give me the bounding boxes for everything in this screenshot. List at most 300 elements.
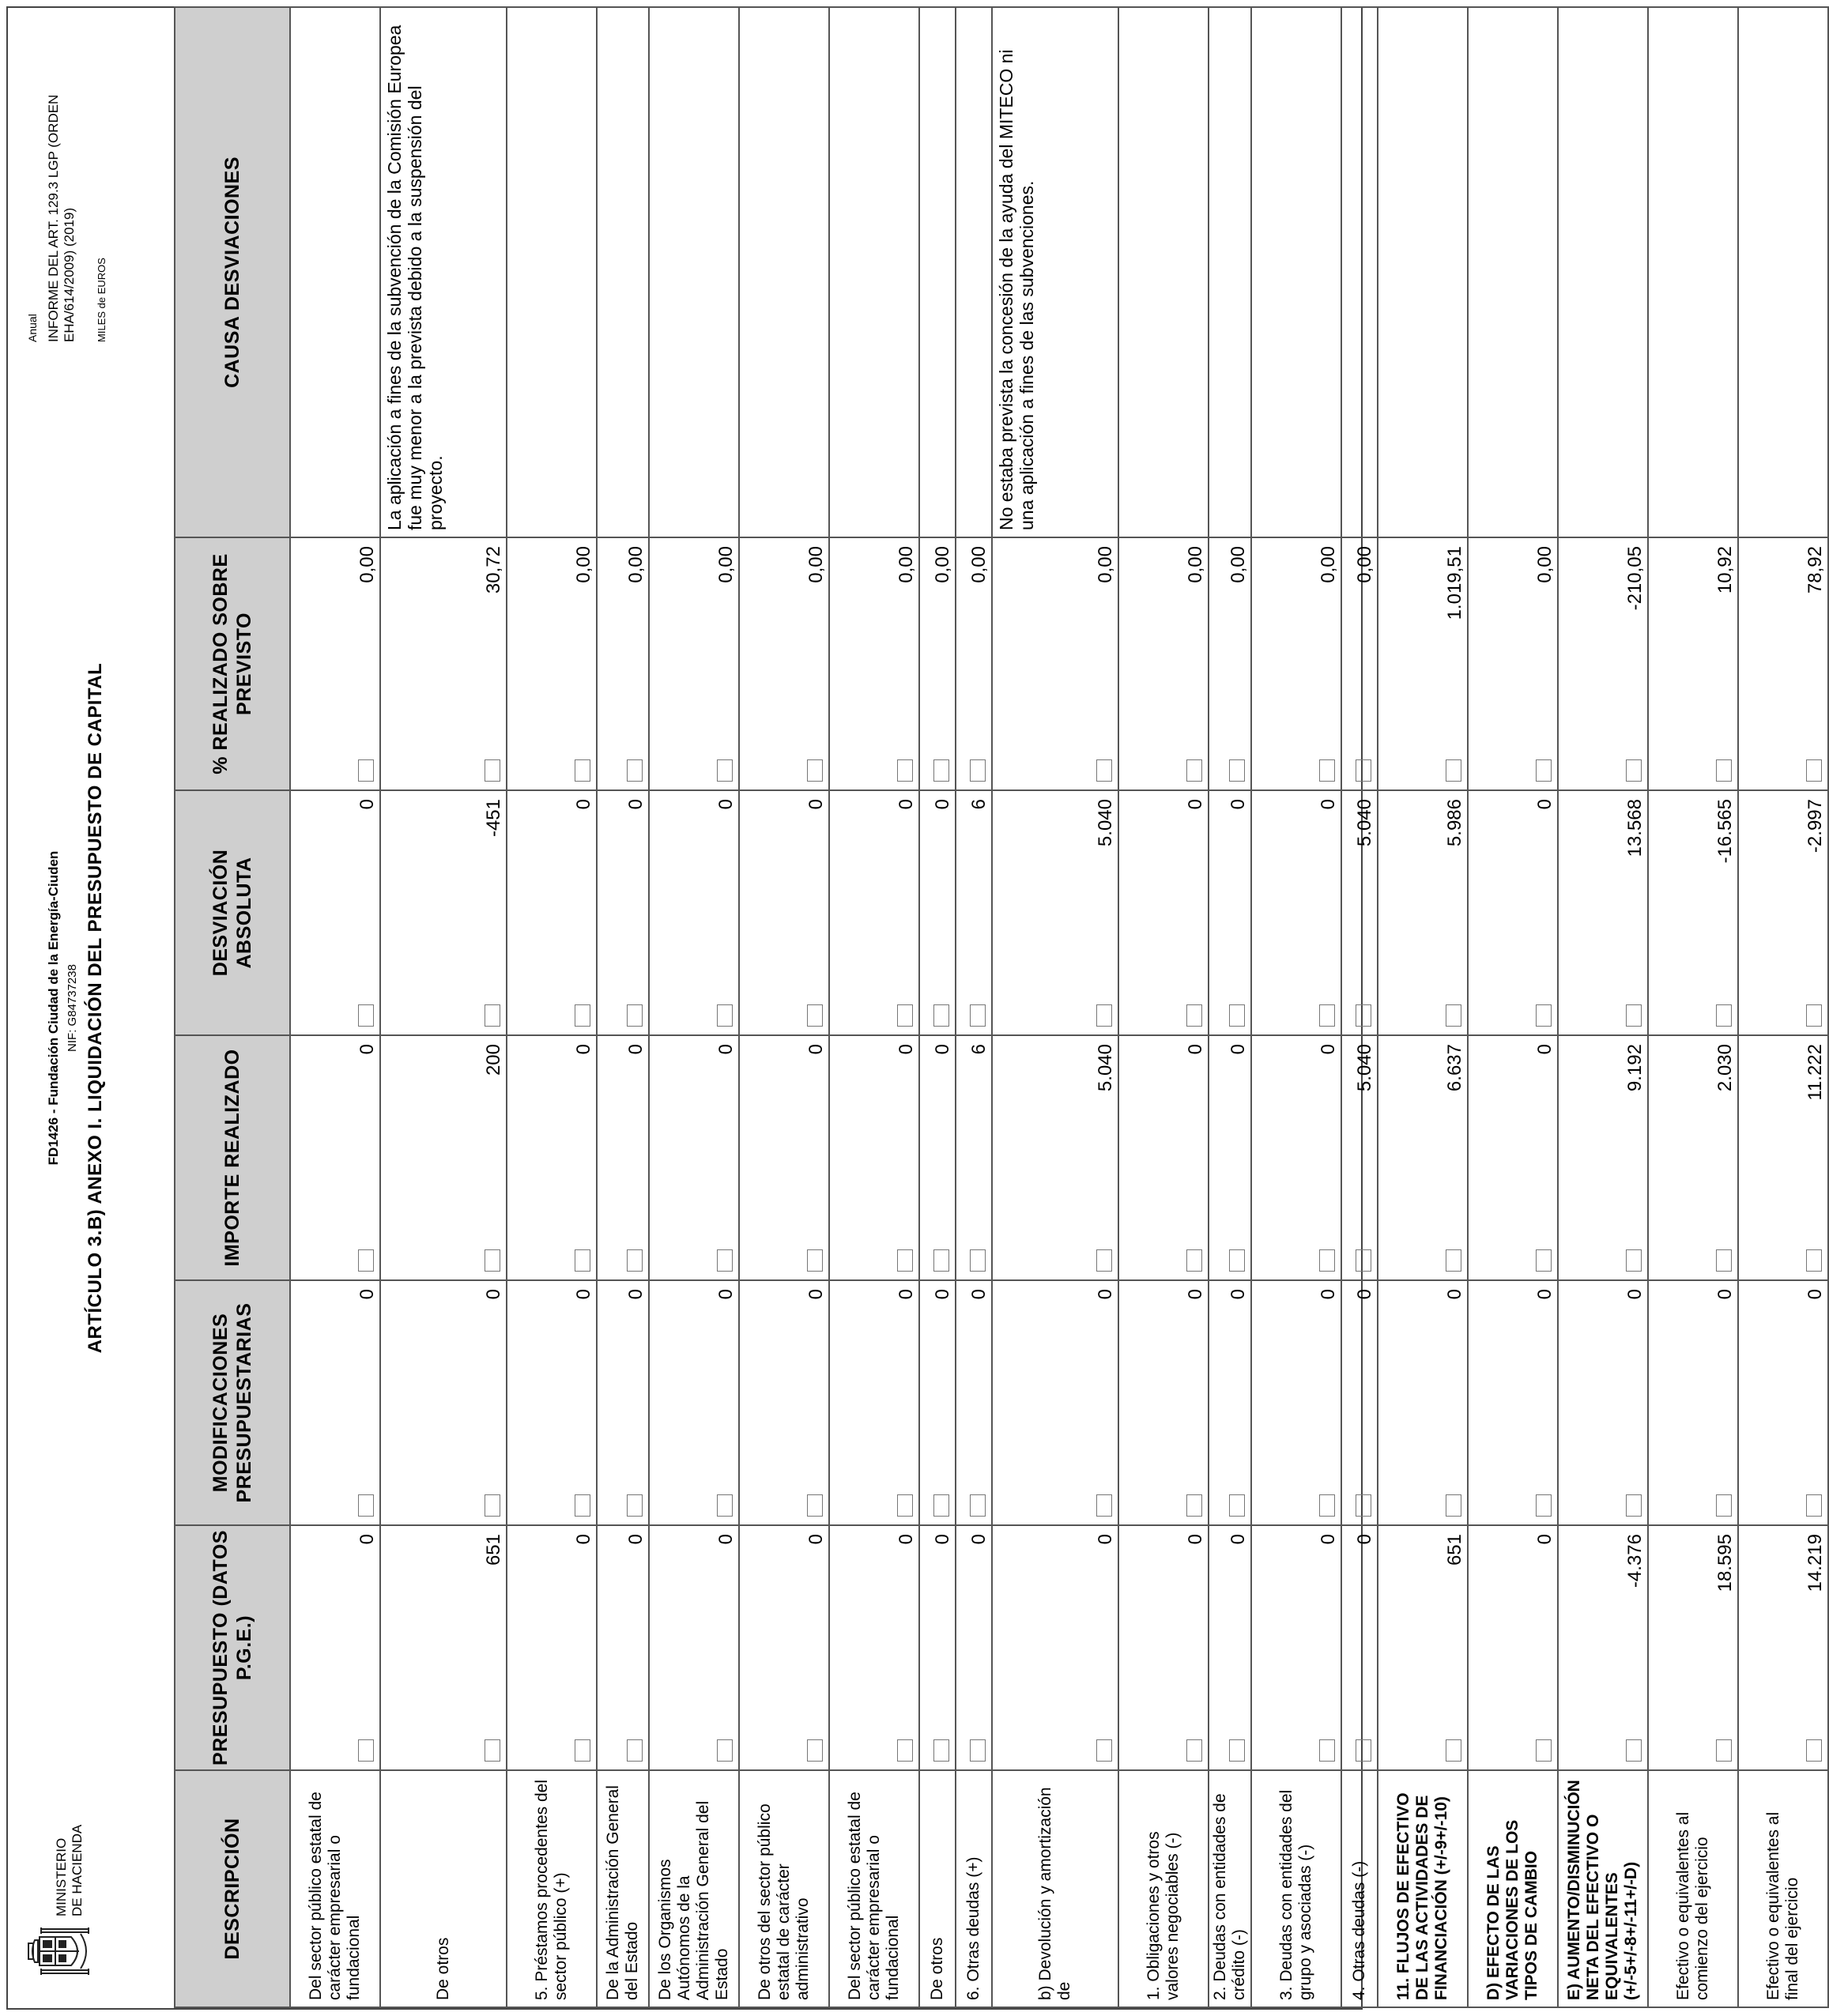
field-code-box: [627, 1249, 643, 1272]
cell-percent: [290, 537, 380, 790]
table-row: [1341, 7, 1378, 2007]
cell-value: 0: [573, 1289, 594, 1300]
page-frame: [6, 6, 1826, 2010]
cell-realized: [649, 1035, 739, 1280]
cell-value: 5.040: [1354, 799, 1375, 847]
field-code-box: [1806, 759, 1822, 782]
cell-value: 0,00: [1228, 546, 1249, 583]
field-code-box: [1806, 1494, 1822, 1517]
cell-realized: [1558, 1035, 1648, 1280]
cell-value: 0: [805, 799, 827, 810]
cell-value: 0,00: [715, 546, 737, 583]
field-code-box: [1536, 1739, 1552, 1762]
table-row: [992, 7, 1118, 2007]
cell-realized: [956, 1035, 992, 1280]
cell-deviation: [829, 790, 919, 1035]
cell-cause: [1558, 7, 1648, 537]
field-code-box: [1626, 1739, 1642, 1762]
field-code-box: [1186, 1004, 1202, 1027]
field-code-box: [575, 1739, 590, 1762]
cell-value: -4.376: [1624, 1534, 1646, 1588]
field-code-box: [1716, 759, 1732, 782]
cell-budget: [829, 1525, 919, 1770]
cell-value: 0: [715, 1534, 737, 1545]
cell-realized: [1648, 1035, 1738, 1280]
row-description: b) Devolución y amortización de: [992, 1770, 1118, 2007]
cell-value: 0: [932, 1044, 953, 1055]
cell-deviation: [1468, 790, 1558, 1035]
field-code-box: [485, 1739, 500, 1762]
cell-cause: [919, 7, 956, 537]
cell-value: 30,72: [483, 546, 504, 594]
cell-value: 0: [968, 1534, 990, 1545]
cell-realized: [1209, 1035, 1251, 1280]
cell-value: 6: [968, 799, 990, 810]
field-code-box: [970, 1249, 986, 1272]
cell-percent: [1558, 537, 1648, 790]
cell-realized: [290, 1035, 380, 1280]
cell-modifications: [1468, 1280, 1558, 1525]
cell-budget: [1251, 1525, 1341, 1770]
field-code-box: [1806, 1004, 1822, 1027]
cell-budget: [1558, 1525, 1648, 1770]
cell-budget: [1378, 1525, 1468, 1770]
field-code-box: [717, 1004, 733, 1027]
cell-deviation: [1118, 790, 1209, 1035]
field-code-box: [1319, 1739, 1335, 1762]
cell-modifications: [380, 1280, 507, 1525]
cell-modifications: [829, 1280, 919, 1525]
field-code-box: [970, 1494, 986, 1517]
cell-value: 0: [1624, 1289, 1646, 1300]
field-code-box: [1806, 1739, 1822, 1762]
cell-modifications: [290, 1280, 380, 1525]
cell-cause: [507, 7, 597, 537]
cell-value: 18.595: [1714, 1534, 1736, 1592]
cell-percent: [1378, 537, 1468, 790]
cell-budget: [919, 1525, 956, 1770]
cell-value: 0: [896, 1534, 917, 1545]
cell-percent: [1251, 537, 1341, 790]
field-code-box: [1716, 1739, 1732, 1762]
cell-value: 0: [1185, 1044, 1206, 1055]
cell-percent: [1468, 537, 1558, 790]
cell-value: 0: [968, 1289, 990, 1300]
field-code-box: [1229, 1739, 1245, 1762]
cell-value: 0: [1534, 1534, 1556, 1545]
cell-cause: [1118, 7, 1209, 537]
cell-realized: [1378, 1035, 1468, 1280]
col-header-cause: CAUSA DESVIACIONES: [175, 7, 290, 537]
field-code-box: [485, 1494, 500, 1517]
cell-cause: [739, 7, 829, 537]
cell-modifications: [739, 1280, 829, 1525]
cell-value: 0: [1228, 799, 1249, 810]
row-description: De otros del sector público estatal de carácter administrativo: [739, 1770, 829, 2007]
field-code-box: [1536, 1004, 1552, 1027]
field-code-box: [1229, 759, 1245, 782]
cell-value: 5.040: [1354, 1044, 1375, 1092]
field-code-box: [1446, 1249, 1461, 1272]
col-header-modifications: MODIFICACIONES PRESUPUESTARIAS: [175, 1280, 290, 1525]
cell-budget: [507, 1525, 597, 1770]
table-row: [829, 7, 919, 2007]
row-description: 1. Obligaciones y otros valores negociables (-): [1118, 1770, 1209, 2007]
cell-percent: [992, 537, 1118, 790]
cell-value: 0,00: [932, 546, 953, 583]
cell-value: 651: [1444, 1534, 1465, 1566]
field-code-box: [627, 1739, 643, 1762]
cell-realized: [1468, 1035, 1558, 1280]
cell-cause: [1648, 7, 1738, 537]
field-code-box: [1356, 1004, 1371, 1027]
field-code-box: [807, 1739, 823, 1762]
cell-cause: [956, 7, 992, 537]
cell-value: 5.040: [1095, 1044, 1116, 1092]
row-description: De otros: [380, 1770, 507, 2007]
field-code-box: [485, 1249, 500, 1272]
cell-realized: [829, 1035, 919, 1280]
field-code-box: [933, 1004, 949, 1027]
cell-budget: [290, 1525, 380, 1770]
cell-value: 0: [1804, 1289, 1826, 1300]
cell-cause: [1468, 7, 1558, 537]
cell-value: 0: [356, 799, 378, 810]
report-info: [25, 95, 109, 342]
table-row: [1468, 7, 1558, 2007]
field-code-box: [1716, 1494, 1732, 1517]
field-code-box: [1446, 1739, 1461, 1762]
cell-value: 0,00: [1185, 546, 1206, 583]
cell-deviation: [1648, 790, 1738, 1035]
field-code-box: [933, 1739, 949, 1762]
col-header-realized: IMPORTE REALIZADO: [175, 1035, 290, 1280]
cell-value: 0: [573, 1044, 594, 1055]
table-row: [597, 7, 649, 2007]
cell-cause: [829, 7, 919, 537]
field-code-box: [575, 759, 590, 782]
cell-modifications: [1251, 1280, 1341, 1525]
table-row: [290, 7, 380, 2007]
field-code-box: [1626, 1004, 1642, 1027]
cell-value: 0: [1534, 1044, 1556, 1055]
ministry-line-2: DE HACIENDA: [70, 1824, 85, 1916]
cell-value: 0: [1185, 1534, 1206, 1545]
cell-modifications: [1118, 1280, 1209, 1525]
field-code-box: [485, 1004, 500, 1027]
cell-percent: [1648, 537, 1738, 790]
cell-value: 5.986: [1444, 799, 1465, 847]
cell-cause: [1738, 7, 1828, 537]
cell-value: 0: [573, 1534, 594, 1545]
cell-deviation: [992, 790, 1118, 1035]
cell-modifications: [597, 1280, 649, 1525]
table-row: [1118, 7, 1209, 2007]
field-code-box: [717, 1494, 733, 1517]
cell-value: 0: [805, 1044, 827, 1055]
col-header-deviation: DESVIACIÓN ABSOLUTA: [175, 790, 290, 1035]
cell-cause: No estaba prevista la concesión de la ayuda del MITECO ni una aplicación a fines de las subvenciones.: [992, 7, 1118, 537]
col-header-percent: % REALIZADO SOBRE PREVISTO: [175, 537, 290, 790]
field-code-box: [627, 759, 643, 782]
cell-value: 0: [1228, 1534, 1249, 1545]
cell-value: 0: [896, 1289, 917, 1300]
field-code-box: [1096, 1004, 1112, 1027]
cell-value: 78,92: [1804, 546, 1826, 594]
cell-modifications: [649, 1280, 739, 1525]
cell-modifications: [992, 1280, 1118, 1525]
field-code-box: [1536, 759, 1552, 782]
field-code-box: [897, 1004, 913, 1027]
row-description: 4. Otras deudas (-): [1341, 1770, 1378, 2007]
ministry-line-1: MINISTERIO: [54, 1837, 69, 1916]
cell-value: 0: [1354, 1534, 1375, 1545]
field-code-box: [1229, 1249, 1245, 1272]
cell-cause: [649, 7, 739, 537]
cell-deviation: [1378, 790, 1468, 1035]
field-code-box: [807, 759, 823, 782]
cell-deviation: [1341, 790, 1378, 1035]
table-row: [1738, 7, 1828, 2007]
cell-realized: [919, 1035, 956, 1280]
cell-value: 0: [1318, 1289, 1339, 1300]
cell-realized: [1341, 1035, 1378, 1280]
cell-value: 0: [356, 1534, 378, 1545]
cell-budget: [649, 1525, 739, 1770]
cell-deviation: [956, 790, 992, 1035]
cell-deviation: [1558, 790, 1648, 1035]
field-code-box: [1319, 1494, 1335, 1517]
cell-modifications: [1558, 1280, 1648, 1525]
cell-value: 0: [625, 1534, 647, 1545]
field-code-box: [1626, 1494, 1642, 1517]
cell-value: 0: [573, 799, 594, 810]
table-row: [1209, 7, 1251, 2007]
cell-realized: [507, 1035, 597, 1280]
cell-budget: [597, 1525, 649, 1770]
field-code-box: [807, 1249, 823, 1272]
field-code-box: [1536, 1249, 1552, 1272]
field-code-box: [1356, 1739, 1371, 1762]
field-code-box: [485, 759, 500, 782]
field-code-box: [717, 759, 733, 782]
row-description: 2. Deudas con entidades de crédito (-): [1209, 1770, 1251, 2007]
cell-value: 0: [1185, 1289, 1206, 1300]
table-row: [739, 7, 829, 2007]
field-code-box: [1319, 1004, 1335, 1027]
field-code-box: [1356, 759, 1371, 782]
cell-value: 0: [1228, 1289, 1249, 1300]
row-description: Del sector público estatal de carácter empresarial o fundacional: [829, 1770, 919, 2007]
cell-modifications: [1738, 1280, 1828, 1525]
cell-cause: [1341, 7, 1378, 537]
cell-deviation: [739, 790, 829, 1035]
cell-value: 0: [932, 1289, 953, 1300]
cell-value: 13.568: [1624, 799, 1646, 857]
table-row: [649, 7, 739, 2007]
cell-value: 0,00: [573, 546, 594, 583]
cell-value: 0: [356, 1289, 378, 1300]
cell-value: 0,00: [1095, 546, 1116, 583]
cell-deviation: [597, 790, 649, 1035]
field-code-box: [970, 759, 986, 782]
field-code-box: [1806, 1249, 1822, 1272]
cell-value: 1.019,51: [1444, 546, 1465, 620]
field-code-box: [358, 1739, 374, 1762]
field-code-box: [933, 1494, 949, 1517]
cell-realized: [739, 1035, 829, 1280]
cell-percent: [739, 537, 829, 790]
cell-percent: [919, 537, 956, 790]
cell-cause: [1378, 7, 1468, 537]
field-code-box: [1536, 1494, 1552, 1517]
cell-value: 0: [625, 1289, 647, 1300]
cell-value: 14.219: [1804, 1534, 1826, 1592]
row-description: 3. Deudas con entidades del grupo y asociadas (-): [1251, 1770, 1341, 2007]
field-code-box: [1446, 1004, 1461, 1027]
cell-value: 0: [356, 1044, 378, 1055]
report-header: [8, 8, 174, 2008]
cell-value: 0: [715, 1289, 737, 1300]
cell-value: 10,92: [1714, 546, 1736, 594]
cell-percent: [1341, 537, 1378, 790]
row-description: 5. Préstamos procedentes del sector público (+): [507, 1770, 597, 2007]
cell-value: -210,05: [1624, 546, 1646, 611]
table-row: [1378, 7, 1468, 2007]
field-code-box: [1446, 1494, 1461, 1517]
cell-value: 0: [932, 799, 953, 810]
cell-budget: [739, 1525, 829, 1770]
field-code-box: [1356, 1494, 1371, 1517]
cell-budget: [380, 1525, 507, 1770]
cell-budget: [1738, 1525, 1828, 1770]
cell-cause: [290, 7, 380, 537]
cell-value: 0: [625, 799, 647, 810]
row-description: De otros: [919, 1770, 956, 2007]
table-row: [1251, 7, 1341, 2007]
cell-value: 0: [1534, 799, 1556, 810]
report-frequency: Anual: [26, 314, 39, 342]
cell-value: 200: [483, 1044, 504, 1076]
report-units: MILES de EUROS: [96, 258, 107, 342]
row-description: 11. FLUJOS DE EFECTIVO DE LAS ACTIVIDADES DE FINANCIACIÓN (+/-9+/-10): [1378, 1770, 1468, 2007]
cell-modifications: [1209, 1280, 1251, 1525]
field-code-box: [897, 1249, 913, 1272]
row-description: De la Administración General del Estado: [597, 1770, 649, 2007]
field-code-box: [807, 1494, 823, 1517]
cell-deviation: [649, 790, 739, 1035]
field-code-box: [1626, 759, 1642, 782]
field-code-box: [717, 1249, 733, 1272]
field-code-box: [575, 1494, 590, 1517]
field-code-box: [1096, 1739, 1112, 1762]
field-code-box: [1319, 759, 1335, 782]
table-row: [956, 7, 992, 2007]
cell-value: 0: [715, 1044, 737, 1055]
field-code-box: [627, 1004, 643, 1027]
field-code-box: [1186, 1739, 1202, 1762]
field-code-box: [575, 1249, 590, 1272]
field-code-box: [970, 1004, 986, 1027]
cell-value: 0: [896, 799, 917, 810]
cell-deviation: [507, 790, 597, 1035]
cell-value: 0,00: [1354, 546, 1375, 583]
cell-cause: [1251, 7, 1341, 537]
field-code-box: [717, 1739, 733, 1762]
cell-deviation: [919, 790, 956, 1035]
field-code-box: [358, 1004, 374, 1027]
field-code-box: [970, 1739, 986, 1762]
cell-percent: [1118, 537, 1209, 790]
page-title: ARTÍCULO 3.B) ANEXO I. LIQUIDACIÓN DEL PRESUPUESTO DE CAPITAL: [85, 662, 106, 1354]
cell-value: 0: [1318, 1534, 1339, 1545]
cell-cause: La aplicación a fines de la subvención de la Comisión Europea fue muy menor a la prevista debido a la suspensión del proyecto.: [380, 7, 507, 537]
cell-value: 9.192: [1624, 1044, 1646, 1092]
cell-value: -451: [483, 799, 504, 838]
cell-deviation: [1251, 790, 1341, 1035]
cell-value: 0: [805, 1534, 827, 1545]
cell-budget: [956, 1525, 992, 1770]
cell-value: 0: [1095, 1289, 1116, 1300]
field-code-box: [1716, 1004, 1732, 1027]
entity-name: FD1426 - Fundación Ciudad de la Energía-Ciuden: [46, 850, 61, 1166]
field-code-box: [1319, 1249, 1335, 1272]
cell-modifications: [1378, 1280, 1468, 1525]
cell-modifications: [1648, 1280, 1738, 1525]
row-description: 6. Otras deudas (+): [956, 1770, 992, 2007]
cell-value: 0: [932, 1534, 953, 1545]
cell-value: 0: [1714, 1289, 1736, 1300]
row-description: Efectivo o equivalentes al comienzo del ejercicio: [1648, 1770, 1738, 2007]
col-header-budget: PRESUPUESTO (DATOS P.G.E.): [175, 1525, 290, 1770]
cell-percent: [597, 537, 649, 790]
cell-percent: [956, 537, 992, 790]
field-code-box: [1356, 1249, 1371, 1272]
cell-value: -2.997: [1804, 799, 1826, 854]
field-code-box: [933, 1249, 949, 1272]
cell-realized: [992, 1035, 1118, 1280]
table-body: [290, 7, 1828, 2007]
field-code-box: [933, 759, 949, 782]
field-code-box: [358, 1249, 374, 1272]
cell-modifications: [919, 1280, 956, 1525]
field-code-box: [1186, 759, 1202, 782]
field-code-box: [897, 759, 913, 782]
cell-percent: [507, 537, 597, 790]
row-description: Del sector público estatal de carácter empresarial o fundacional: [290, 1770, 380, 2007]
cell-budget: [1341, 1525, 1378, 1770]
cell-value: 0,00: [356, 546, 378, 583]
field-code-box: [1716, 1249, 1732, 1272]
cell-percent: [1209, 537, 1251, 790]
cell-realized: [597, 1035, 649, 1280]
cell-value: 0: [1318, 799, 1339, 810]
cell-realized: [1738, 1035, 1828, 1280]
cell-percent: [1738, 537, 1828, 790]
cell-value: 0,00: [968, 546, 990, 583]
cell-value: 0: [715, 799, 737, 810]
field-code-box: [1229, 1004, 1245, 1027]
cell-value: 0,00: [625, 546, 647, 583]
cell-value: 0: [805, 1289, 827, 1300]
cell-deviation: [1209, 790, 1251, 1035]
field-code-box: [575, 1004, 590, 1027]
cell-realized: [1118, 1035, 1209, 1280]
cell-realized: [380, 1035, 507, 1280]
field-code-box: [1186, 1249, 1202, 1272]
cell-realized: [1251, 1035, 1341, 1280]
cell-value: 651: [483, 1534, 504, 1566]
